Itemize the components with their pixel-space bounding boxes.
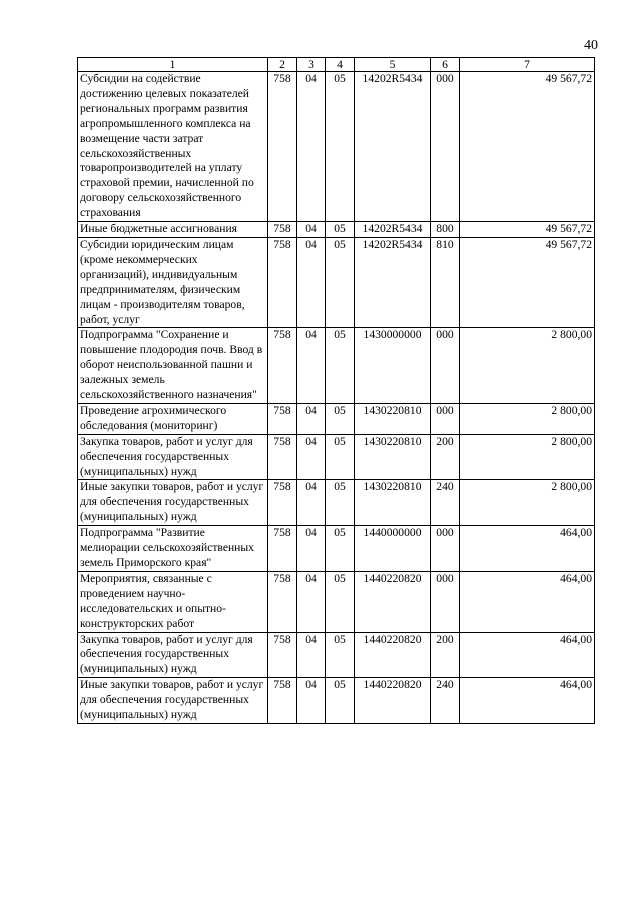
target-article-code: 1430220810 bbox=[355, 480, 431, 526]
table-row bbox=[78, 72, 595, 222]
target-article-code: 1440220820 bbox=[355, 571, 431, 632]
section-code: 04 bbox=[297, 678, 326, 724]
column-header: 1 bbox=[78, 58, 268, 72]
section-code: 04 bbox=[297, 222, 326, 238]
table-row bbox=[78, 222, 595, 238]
amount: 49 567,72 bbox=[460, 237, 595, 327]
page-number: 40 bbox=[584, 38, 598, 53]
amount: 2 800,00 bbox=[460, 434, 595, 480]
column-header: 4 bbox=[326, 58, 355, 72]
section-code: 04 bbox=[297, 571, 326, 632]
row-name: Иные бюджетные ассигнования bbox=[78, 222, 268, 238]
subsection-code: 05 bbox=[326, 526, 355, 572]
subsection-code: 05 bbox=[326, 434, 355, 480]
table-row bbox=[78, 328, 595, 404]
table-row bbox=[78, 571, 595, 632]
expense-type-code: 200 bbox=[431, 632, 460, 678]
amount: 2 800,00 bbox=[460, 480, 595, 526]
ministry-code: 758 bbox=[268, 526, 297, 572]
row-name: Иные закупки товаров, работ и услуг для обеспечения государственных (муниципальных) нужд bbox=[78, 480, 268, 526]
target-article-code: 1440220820 bbox=[355, 632, 431, 678]
table-row bbox=[78, 632, 595, 678]
ministry-code: 758 bbox=[268, 403, 297, 434]
table-row bbox=[78, 434, 595, 480]
target-article-code: 1430220810 bbox=[355, 403, 431, 434]
amount: 49 567,72 bbox=[460, 72, 595, 222]
row-name: Закупка товаров, работ и услуг для обеспечения государственных (муниципальных) нужд bbox=[78, 434, 268, 480]
section-code: 04 bbox=[297, 434, 326, 480]
table-row bbox=[78, 678, 595, 724]
table-body bbox=[78, 72, 595, 724]
row-name: Закупка товаров, работ и услуг для обеспечения государственных (муниципальных) нужд bbox=[78, 632, 268, 678]
row-name: Подпрограмма "Сохранение и повышение плодородия почв. Ввод в оборот неиспользованной пашни и залежных земель сельскохозяйственного назначения" bbox=[78, 328, 268, 404]
expense-type-code: 240 bbox=[431, 480, 460, 526]
amount: 464,00 bbox=[460, 632, 595, 678]
ministry-code: 758 bbox=[268, 678, 297, 724]
expense-type-code: 000 bbox=[431, 526, 460, 572]
section-code: 04 bbox=[297, 480, 326, 526]
expense-type-code: 800 bbox=[431, 222, 460, 238]
section-code: 04 bbox=[297, 403, 326, 434]
subsection-code: 05 bbox=[326, 571, 355, 632]
column-header: 3 bbox=[297, 58, 326, 72]
target-article-code: 14202R5434 bbox=[355, 237, 431, 327]
row-name: Проведение агрохимического обследования (мониторинг) bbox=[78, 403, 268, 434]
expense-type-code: 000 bbox=[431, 571, 460, 632]
target-article-code: 1430220810 bbox=[355, 434, 431, 480]
expense-type-code: 000 bbox=[431, 328, 460, 404]
amount: 464,00 bbox=[460, 526, 595, 572]
table-row bbox=[78, 480, 595, 526]
column-header: 2 bbox=[268, 58, 297, 72]
target-article-code: 1440000000 bbox=[355, 526, 431, 572]
row-name: Иные закупки товаров, работ и услуг для обеспечения государственных (муниципальных) нужд bbox=[78, 678, 268, 724]
table-header-row bbox=[78, 58, 595, 72]
section-code: 04 bbox=[297, 237, 326, 327]
row-name: Мероприятия, связанные с проведением научно-исследовательских и опытно-конструкторских работ bbox=[78, 571, 268, 632]
column-header: 6 bbox=[431, 58, 460, 72]
subsection-code: 05 bbox=[326, 678, 355, 724]
row-name: Субсидии юридическим лицам (кроме некоммерческих организаций), индивидуальным предпринимателям, физическим лицам - производителям товаров, работ, услуг bbox=[78, 237, 268, 327]
subsection-code: 05 bbox=[326, 328, 355, 404]
ministry-code: 758 bbox=[268, 632, 297, 678]
expense-type-code: 240 bbox=[431, 678, 460, 724]
table-row bbox=[78, 237, 595, 327]
expense-type-code: 000 bbox=[431, 72, 460, 222]
ministry-code: 758 bbox=[268, 237, 297, 327]
column-header: 7 bbox=[460, 58, 595, 72]
amount: 2 800,00 bbox=[460, 328, 595, 404]
subsection-code: 05 bbox=[326, 72, 355, 222]
subsection-code: 05 bbox=[326, 403, 355, 434]
section-code: 04 bbox=[297, 526, 326, 572]
amount: 49 567,72 bbox=[460, 222, 595, 238]
ministry-code: 758 bbox=[268, 480, 297, 526]
amount: 2 800,00 bbox=[460, 403, 595, 434]
expense-type-code: 200 bbox=[431, 434, 460, 480]
ministry-code: 758 bbox=[268, 434, 297, 480]
subsection-code: 05 bbox=[326, 237, 355, 327]
row-name: Подпрограмма "Развитие мелиорации сельскохозяйственных земель Приморского края" bbox=[78, 526, 268, 572]
target-article-code: 14202R5434 bbox=[355, 222, 431, 238]
target-article-code: 1440220820 bbox=[355, 678, 431, 724]
expense-type-code: 810 bbox=[431, 237, 460, 327]
section-code: 04 bbox=[297, 632, 326, 678]
amount: 464,00 bbox=[460, 678, 595, 724]
budget-table bbox=[77, 57, 595, 724]
ministry-code: 758 bbox=[268, 328, 297, 404]
ministry-code: 758 bbox=[268, 571, 297, 632]
expense-type-code: 000 bbox=[431, 403, 460, 434]
section-code: 04 bbox=[297, 328, 326, 404]
table-row bbox=[78, 526, 595, 572]
ministry-code: 758 bbox=[268, 72, 297, 222]
row-name: Субсидии на содействие достижению целевых показателей региональных программ развития агропромышленного комплекса на возмещение части затрат сельскохозяйственных товаропроизводителей на уплату страховой премии, начисленной по договору сельскохозяйственного страхования bbox=[78, 72, 268, 222]
subsection-code: 05 bbox=[326, 480, 355, 526]
target-article-code: 14202R5434 bbox=[355, 72, 431, 222]
section-code: 04 bbox=[297, 72, 326, 222]
ministry-code: 758 bbox=[268, 222, 297, 238]
table-row bbox=[78, 403, 595, 434]
column-header: 5 bbox=[355, 58, 431, 72]
subsection-code: 05 bbox=[326, 632, 355, 678]
amount: 464,00 bbox=[460, 571, 595, 632]
subsection-code: 05 bbox=[326, 222, 355, 238]
target-article-code: 1430000000 bbox=[355, 328, 431, 404]
